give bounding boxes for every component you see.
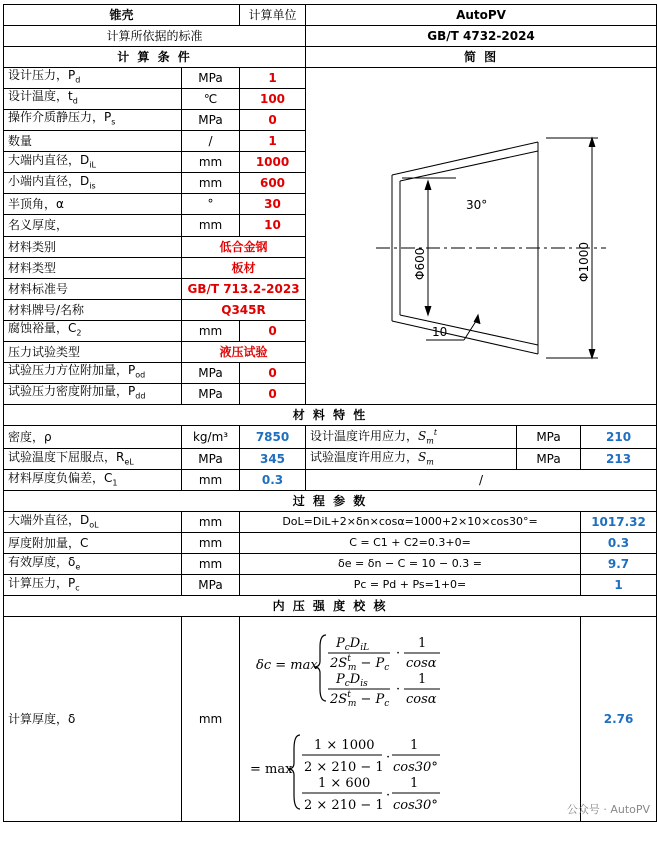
section-diagram: 简 图 (306, 47, 657, 68)
unit-column-header: 计算单位 (240, 5, 306, 26)
allow-test-label: 试验温度许用应力，$S_m$ (306, 449, 517, 470)
section-material: 材 料 特 性 (4, 405, 657, 426)
allow-design-value: 210 (581, 426, 657, 449)
num-1000: 1 × 1000 (314, 738, 375, 754)
small-dim-arrow-top (425, 181, 431, 190)
angle-label: 30° (466, 198, 488, 212)
condition-name: 材料类别 (4, 236, 182, 257)
condition-name: 大端内直径，$D_{iL}$ (4, 152, 182, 173)
svg-text:·: · (396, 682, 401, 698)
svg-text:·: · (386, 750, 391, 766)
svg-text:2Stm − Pc: $2S^t$ $m - P_c$ (330, 690, 390, 710)
process-formula: DoL=DiL+2×δn×cosα=1000+2×10×cos30°= (240, 512, 581, 533)
condition-unit: ℃ (182, 89, 240, 110)
allow-test-value: 213 (581, 449, 657, 470)
den-b: 2 × 210 − 1 (304, 798, 384, 814)
process-name: 厚度附加量，C (4, 533, 182, 554)
cos-alpha-a: cosα (406, 656, 437, 672)
condition-unit: ° (182, 194, 240, 215)
calc-thickness-unit: mm (182, 617, 240, 822)
density-value: 7850 (240, 426, 306, 449)
svg-text:2Stm − Pc: $2S^t$ $m - P_c$ (330, 654, 390, 674)
one-d: 1 (410, 776, 419, 792)
process-unit: mm (182, 533, 240, 554)
condition-value: 0 (240, 110, 306, 131)
condition-unit: mm (182, 152, 240, 173)
cone-inner-bottom (400, 315, 538, 345)
watermark: 公众号 · AutoPV (566, 803, 651, 817)
density-unit: kg/m³ (182, 426, 240, 449)
allow-test-unit: MPa (517, 449, 581, 470)
condition-value: 1 (240, 131, 306, 152)
section-conditions: 计 算 条 件 (4, 47, 306, 68)
calc-sheet (3, 4, 657, 822)
condition-value: 液压试验 (182, 341, 306, 362)
svg-text:PcDis: $P_cD_{is}$ (336, 672, 368, 690)
condition-value: 600 (240, 173, 306, 194)
yield-label: 试验温度下屈服点，$R_{eL}$ (4, 449, 182, 470)
standard-label: 计算所依据的标准 (4, 26, 306, 47)
condition-value: 低合金钢 (182, 236, 306, 257)
large-dim-arrow-top (589, 138, 595, 147)
condition-unit: MPa (182, 68, 240, 89)
process-unit: MPa (182, 575, 240, 596)
allow-design-label: 设计温度许用应力，$S_m^t$ (306, 426, 517, 449)
condition-value: 30 (240, 194, 306, 215)
condition-name: 材料类型 (4, 257, 182, 278)
condition-name: 设计压力，$P_d$ (4, 68, 182, 89)
one-a: 1 (418, 636, 427, 652)
condition-unit: MPa (182, 110, 240, 131)
cone-outer-top (392, 142, 538, 175)
process-formula: C = C1 + C2=0.3+0= (240, 533, 581, 554)
cone-diagram (306, 68, 657, 405)
cone-drawing (306, 68, 657, 404)
condition-unit: mm (182, 320, 240, 341)
thickness-formula (240, 617, 581, 822)
condition-unit: mm (182, 215, 240, 236)
condition-name: 操作介质静压力，$P_s$ (4, 110, 182, 131)
condition-value: GB/T 713.2-2023 (182, 278, 306, 299)
num-600: 1 × 600 (318, 776, 371, 792)
section-process: 过 程 参 数 (4, 491, 657, 512)
process-unit: mm (182, 512, 240, 533)
process-unit: mm (182, 554, 240, 575)
condition-value: 板材 (182, 257, 306, 278)
section-strength: 内 压 强 度 校 核 (4, 596, 657, 617)
svg-text:·: · (396, 646, 401, 662)
large-dia-label: Φ1000 (577, 242, 592, 282)
cone-inner-top (400, 151, 538, 181)
condition-name: 数量 (4, 131, 182, 152)
process-name: 计算压力，$P_c$ (4, 575, 182, 596)
calc-thickness-label: 计算厚度，δ (4, 617, 182, 822)
process-row (4, 554, 657, 575)
condition-unit: MPa (182, 362, 240, 383)
condition-name: 试验压力密度附加量，$P_{dd}$ (4, 383, 182, 404)
formula-eq: = max (250, 762, 293, 778)
one-c: 1 (410, 738, 419, 754)
svg-text:·: · (386, 788, 391, 804)
process-value: 0.3 (581, 533, 657, 554)
condition-name: 试验压力方位附加量，$P_{od}$ (4, 362, 182, 383)
condition-value: 0 (240, 362, 306, 383)
process-value: 9.7 (581, 554, 657, 575)
formula-lhs: δc = max (256, 658, 318, 674)
condition-row (4, 68, 657, 89)
condition-value: 1 (240, 68, 306, 89)
process-name: 大端外直径，$D_{oL}$ (4, 512, 182, 533)
sheet-title: 锥壳 (4, 5, 240, 26)
neg-dev-unit: mm (182, 470, 240, 491)
condition-name: 腐蚀裕量，$C_2$ (4, 320, 182, 341)
cos-alpha-b: cosα (406, 692, 437, 708)
yield-value: 345 (240, 449, 306, 470)
condition-name: 设计温度，$t_d$ (4, 89, 182, 110)
condition-name: 材料标准号 (4, 278, 182, 299)
large-dim-arrow-bottom (589, 349, 595, 358)
condition-unit: / (182, 131, 240, 152)
standard-value: GB/T 4732-2024 (306, 26, 657, 47)
empty-slash: / (306, 470, 657, 491)
small-dim-arrow-bottom (425, 306, 431, 315)
neg-dev-label: 材料厚度负偏差，$C_1$ (4, 470, 182, 491)
process-formula: δe = δn − C = 10 − 0.3 = (240, 554, 581, 575)
condition-value: 10 (240, 215, 306, 236)
condition-name: 小端内直径，$D_{is}$ (4, 173, 182, 194)
process-row (4, 512, 657, 533)
den-a: 2 × 210 − 1 (304, 760, 384, 776)
process-name: 有效厚度，$\delta_e$ (4, 554, 182, 575)
process-row (4, 575, 657, 596)
cos30-b: cos30° (393, 798, 438, 814)
condition-name: 半顶角，α (4, 194, 182, 215)
condition-value: 0 (240, 320, 306, 341)
process-row (4, 533, 657, 554)
one-b: 1 (418, 672, 427, 688)
condition-unit: MPa (182, 383, 240, 404)
thickness-formula-graphic (240, 617, 579, 821)
condition-name: 压力试验类型 (4, 341, 182, 362)
small-dia-label: Φ600 (413, 247, 428, 280)
neg-dev-value: 0.3 (240, 470, 306, 491)
cos30-a: cos30° (393, 760, 438, 776)
svg-text:PcDiL: $P_cD_{iL}$ (336, 636, 370, 654)
process-value: 1017.32 (581, 512, 657, 533)
condition-value: 100 (240, 89, 306, 110)
calc-thickness-value: 2.76 公众号 · AutoPV (581, 617, 657, 822)
condition-value: Q345R (182, 299, 306, 320)
yield-unit: MPa (182, 449, 240, 470)
condition-name: 材料牌号/名称 (4, 299, 182, 320)
process-value: 1 (581, 575, 657, 596)
condition-value: 1000 (240, 152, 306, 173)
condition-unit: mm (182, 173, 240, 194)
condition-name: 名义厚度， (4, 215, 182, 236)
density-label: 密度，ρ (4, 426, 182, 449)
brand-name: AutoPV (306, 5, 657, 26)
condition-value: 0 (240, 383, 306, 404)
process-formula: Pc = Pd + Ps=1+0= (240, 575, 581, 596)
thickness-label: 10 (432, 325, 448, 339)
allow-design-unit: MPa (517, 426, 581, 449)
